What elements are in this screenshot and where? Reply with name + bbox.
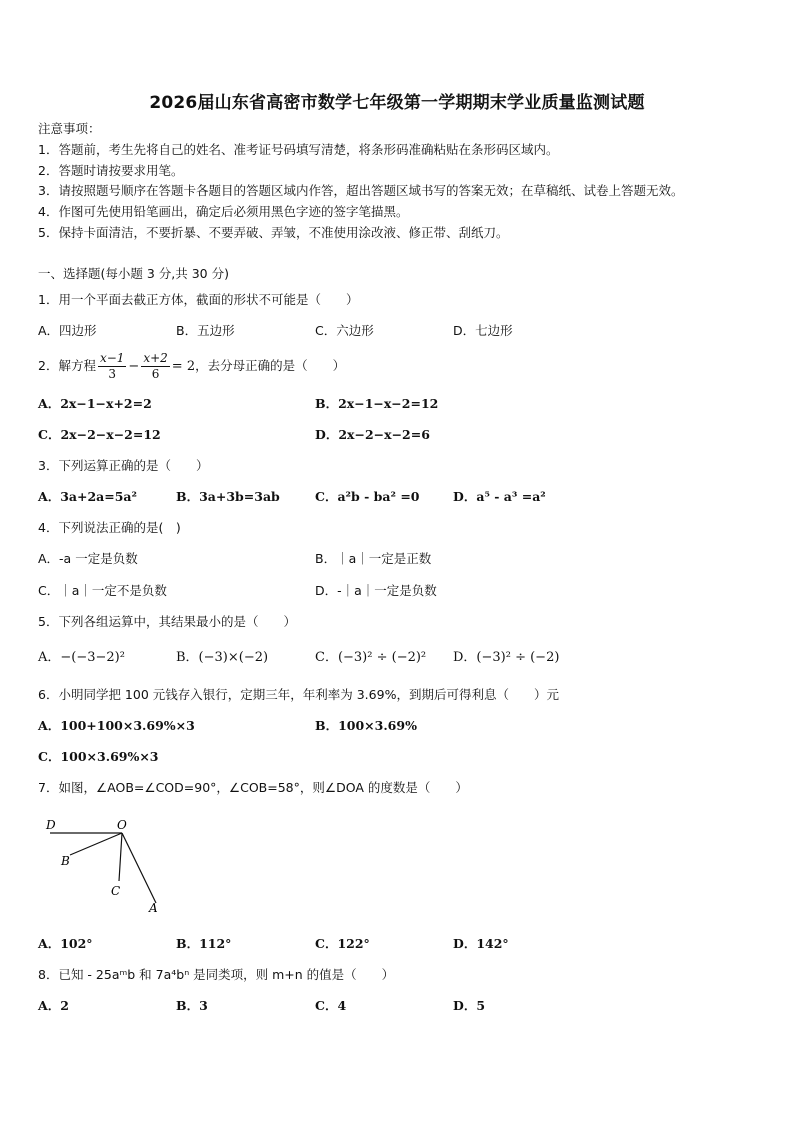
question-2-option-d: D．2x−2−x−2=6 [315, 427, 430, 442]
question-8-option-d: D．5 [453, 998, 486, 1013]
notice-item: 3．请按照题号顺序在答题卡各题目的答题区域内作答，超出答题区域书写的答案无效；在草稿纸、试卷上答题无效。 [38, 183, 684, 198]
label-o: O [117, 818, 127, 832]
equation-rhs: = 2 [171, 359, 196, 374]
question-2-suffix: ，去分母正确的是（ ） [195, 358, 346, 373]
question-3-option-c: C．a²b - ba² =0 [315, 489, 420, 504]
question-5-option-a: A．−(−3−2)² [38, 650, 125, 665]
question-5-option-d: D．(−3)² ÷ (−2) [453, 650, 560, 665]
fraction-2 [141, 351, 169, 382]
question-7-option-a: A．102° [38, 936, 93, 951]
label-b: B [61, 854, 70, 868]
notice-heading: 注意事项： [38, 121, 101, 136]
question-5-option-b: B．(−3)×(−2) [176, 650, 269, 665]
question-8-option-a: A．2 [38, 998, 69, 1013]
notice-item: 4．作图可先使用铅笔画出，确定后必须用黑色字迹的签字笔描黑。 [38, 204, 409, 219]
fraction-1 [98, 351, 126, 382]
fraction-minus: − [128, 359, 140, 374]
question-6-stem: 6．小明同学把 100 元钱存入银行，定期三年，年利率为 3.69%，到期后可得利息（ ）元 [38, 687, 559, 702]
fraction-1-denominator: 3 [108, 367, 116, 381]
question-7-option-b: B．112° [176, 936, 232, 951]
notice-item: 2．答题时请按要求用笔。 [38, 163, 184, 178]
question-2-option-a: A．2x−1−x+2=2 [38, 396, 152, 411]
notice-item: 5．保持卡面清洁，不要折暴、不要弄破、弄皱，不准使用涂改液、修正带、刮纸刀。 [38, 225, 509, 240]
label-d: D [46, 818, 56, 832]
page-title: 2026届山东省高密市数学七年级第一学期期末学业质量监测试题 [149, 93, 645, 113]
question-7-stem: 7．如图，∠AOB=∠COD=90°，∠COB=58°，则∠DOA 的度数是（ ） [38, 780, 468, 795]
question-2-option-b: B．2x−1−x−2=12 [315, 396, 439, 411]
question-4-option-d: D．-｜a｜一定是负数 [315, 583, 437, 598]
question-3-stem: 3．下列运算正确的是（ ） [38, 458, 209, 473]
label-a: A [149, 901, 158, 915]
question-3-option-b: B．3a+3b=3ab [176, 489, 280, 504]
question-3-option-d: D．a⁵ - a³ =a² [453, 489, 546, 504]
question-6-option-b: B．100×3.69% [315, 718, 417, 733]
question-5-stem: 5．下列各组运算中，其结果最小的是（ ） [38, 614, 296, 629]
question-1-option-a: A．四边形 [38, 323, 97, 338]
angle-figure [38, 815, 163, 915]
question-2-option-c: C．2x−2−x−2=12 [38, 427, 161, 442]
fraction-2-numerator: x+2 [143, 351, 168, 365]
question-4-option-c: C．｜a｜一定不是负数 [38, 583, 167, 598]
question-8-option-c: C．4 [315, 998, 347, 1013]
label-c: C [111, 884, 121, 898]
notice-item: 1．答题前，考生先将自己的姓名、准考证号码填写清楚，将条形码准确粘贴在条形码区域内。 [38, 142, 559, 157]
question-2-prefix: 2．解方程 [38, 358, 96, 373]
question-1-option-b: B．五边形 [176, 323, 235, 338]
question-4-stem: 4．下列说法正确的是( ) [38, 520, 181, 535]
section-heading: 一、选择题(每小题 3 分,共 30 分) [38, 266, 229, 281]
question-6-option-c: C．100×3.69%×3 [38, 749, 159, 764]
question-7-option-c: C．122° [315, 936, 370, 951]
question-4-option-b: B．｜a｜一定是正数 [315, 551, 432, 566]
fraction-1-numerator: x−1 [99, 351, 125, 365]
question-8-option-b: B．3 [176, 998, 208, 1013]
question-6-option-a: A．100+100×3.69%×3 [38, 718, 195, 733]
question-1-option-c: C．六边形 [315, 323, 374, 338]
question-8-stem: 8．已知 - 25aᵐb 和 7a⁴bⁿ 是同类项，则 m+n 的值是（ ） [38, 967, 395, 982]
fraction-2-denominator: 6 [151, 367, 160, 381]
question-1-option-d: D．七边形 [453, 323, 513, 338]
question-1-stem: 1．用一个平面去截正方体，截面的形状不可能是（ ） [38, 292, 359, 307]
question-5-option-c: C．(−3)² ÷ (−2)² [315, 650, 427, 665]
question-4-option-a: A．-a 一定是负数 [38, 551, 138, 566]
question-7-option-d: D．142° [453, 936, 509, 951]
question-2-stem [38, 347, 345, 386]
question-3-option-a: A．3a+2a=5a² [38, 489, 138, 504]
